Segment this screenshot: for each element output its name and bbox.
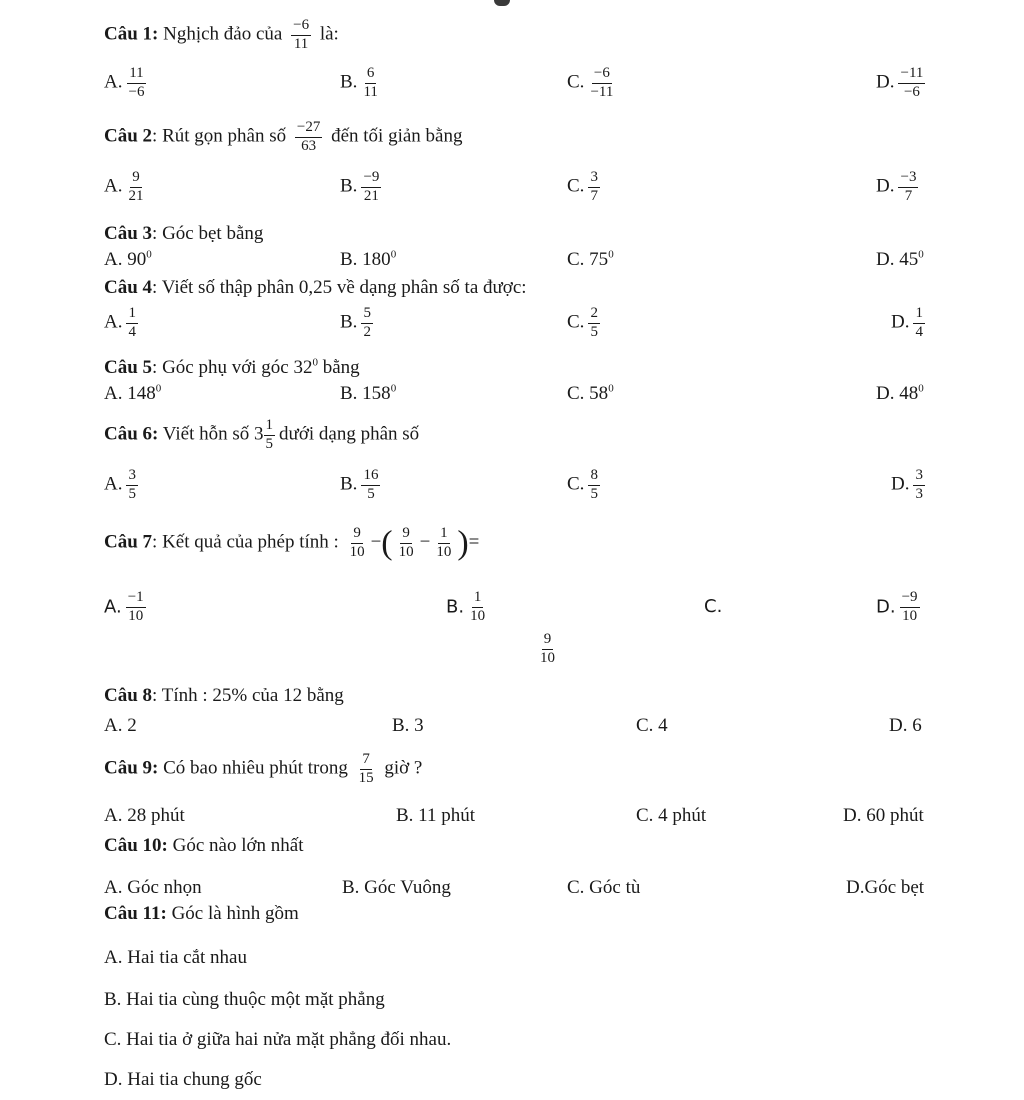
option-c[interactable]: C. $75^0$ [567,248,614,270]
fraction: $\frac{-6}{11}$ [293,17,310,52]
question-text: giờ ? [384,757,423,779]
option-b[interactable]: B. $\frac{16}{5}$ [340,467,379,502]
option-b[interactable]: B. $158^0$ [340,382,397,404]
option-d[interactable]: D. Hai tia chung gốc [104,1069,262,1090]
option-c[interactable]: C. $58^0$ [567,382,614,404]
question-label: Câu 4 [104,277,153,298]
option-c[interactable]: C. 4 phút [636,805,707,826]
fraction: $\frac{-11}{-6}$ [900,65,924,100]
fraction: $\frac{-1}{10}$ [127,589,144,624]
option-b[interactable]: B. $\frac{5}{2}$ [340,305,371,340]
question-2 [104,120,462,155]
fraction: $\frac{8}{5}$ [590,467,598,502]
option-b[interactable]: B. 3 [392,715,424,736]
fraction: $\frac{-9}{10}$ [901,589,918,624]
option-a[interactable]: A. $\frac{9}{21}$ [104,169,144,204]
option-d[interactable]: D. $\frac{-11}{-6}$ [876,65,924,100]
option-d[interactable]: D. 6 [889,715,922,736]
fraction: $\frac{-9}{21}$ [363,169,380,204]
option-b[interactable]: B. $180^0$ [340,248,397,270]
fraction: $\frac{9}{21}$ [128,169,144,204]
fraction: $\frac{3}{3}$ [915,467,923,502]
question-label: Câu 11: [104,903,167,924]
fraction: $\frac{16}{5}$ [363,467,379,502]
question-5: Câu 5: Góc phụ với góc $32^0$ bằng [104,356,360,378]
option-d[interactable]: D. 60 phút [843,805,924,826]
fraction: $\frac{-3}{7}$ [900,169,917,204]
option-c[interactable]: C. Hai tia ở giữa hai nửa mặt phẳng đối nhau. [104,1029,452,1050]
question-text: : Kết quả của phép tính : [152,531,339,553]
question-10 [104,836,304,855]
option-c[interactable]: C. $\frac{-6}{-11}$ [567,65,614,100]
option-d[interactable]: D. $45^0$ [876,248,924,270]
question-text: Có bao nhiêu phút trong [163,757,348,779]
question-text: : Tính : 25% của 12 bằng [152,685,344,706]
option-b[interactable]: B. $\frac{6}{11}$ [340,65,378,100]
fraction: $\frac{9}{10}$ [540,631,555,666]
question-6: Câu 6: Viết hỗn số 3 $\frac{1}{5}$ dưới dạng phân số [104,417,420,452]
fraction: $\frac{1}{10}$ [470,589,486,624]
question-11 [104,904,299,923]
option-a[interactable]: A. $148^0$ [104,382,162,404]
question-label: Câu 10: [104,835,168,856]
question-label: Câu 8 [104,685,153,706]
question-9 [104,752,422,787]
question-text: Nghịch đảo của [163,23,283,45]
option-b[interactable]: B. Góc Vuông [342,877,451,898]
fraction: $\frac{1}{4}$ [915,305,923,340]
option-d[interactable]: D. $48^0$ [876,382,924,404]
fraction: $\frac{9}{10}$ [349,525,365,560]
fraction: $\frac{11}{-6}$ [128,65,145,100]
option-a[interactable]: A. $\frac{3}{5}$ [104,467,136,502]
question-label: Câu 1: [104,23,159,45]
option-c-fraction [534,632,561,667]
question-text: Góc là hình gồm [171,903,299,924]
option-c[interactable]: C. $\frac{2}{5}$ [567,305,598,340]
top-edge-mark [494,0,510,6]
option-c[interactable]: C. 4 [636,715,668,736]
option-b[interactable]: B. $\frac{1}{10}$ [446,589,486,624]
fraction: $\frac{-27}{63}$ [296,119,321,154]
question-7: Câu 7: Kết quả của phép tính : $\frac{9}{10}$ −( $\frac{9}{10}$ − $\frac{1}{10}$ )= [104,524,480,562]
question-label: Câu 7 [104,531,153,553]
option-b[interactable]: B. 11 phút [396,805,475,826]
question-text: đến tối giản bằng [331,125,463,147]
fraction: $\frac{1}{4}$ [128,305,136,340]
option-a[interactable]: A. Hai tia cắt nhau [104,947,247,968]
question-text: Góc nào lớn nhất [172,835,304,856]
question-label: Câu 9: [104,757,159,779]
question-text: : Góc phụ với góc 32 [152,357,313,378]
fraction: $\frac{5}{2}$ [363,305,371,340]
question-4 [104,278,527,297]
question-label: Câu 3 [104,223,153,244]
option-d[interactable]: D. $\frac{1}{4}$ [891,305,923,340]
option-a[interactable]: A. 2 [104,715,137,736]
fraction: $\frac{3}{5}$ [128,467,136,502]
question-text: : Góc bẹt bằng [152,223,264,244]
fraction: $\frac{6}{11}$ [363,65,378,100]
option-c[interactable]: C. Góc tù [567,877,641,898]
fraction: $\frac{3}{7}$ [590,169,598,204]
option-a[interactable]: A. $\frac{-1}{10}$ [104,589,144,624]
fraction: $\frac{2}{5}$ [590,305,598,340]
question-1 [104,18,339,53]
question-label: Câu 2 [104,125,153,147]
question-3 [104,224,263,243]
option-d[interactable]: D. $\frac{-9}{10}$ [876,589,918,624]
question-text: : Rút gọn phân số [152,125,287,147]
option-a[interactable]: A. 28 phút [104,805,185,826]
question-label: Câu 6: [104,423,159,445]
fraction: $\frac{7}{15}$ [358,751,374,786]
option-b[interactable]: B. $\frac{-9}{21}$ [340,169,380,204]
option-a[interactable]: A. $\frac{1}{4}$ [104,305,136,340]
option-c[interactable]: C. [704,596,723,617]
option-c[interactable]: C. $\frac{8}{5}$ [567,467,598,502]
question-text: Viết hỗn số 3 [162,423,264,445]
question-label: Câu 5 [104,357,153,378]
option-d[interactable]: D. $\frac{3}{3}$ [891,467,923,502]
option-d[interactable]: D. $\frac{-3}{7}$ [876,169,917,204]
question-8 [104,686,344,705]
option-a[interactable]: A. $90^0$ [104,248,152,270]
fraction: $\frac{1}{5}$ [265,417,274,452]
option-a[interactable]: A. $\frac{11}{-6}$ [104,65,145,100]
option-c[interactable]: C. $\frac{3}{7}$ [567,169,598,204]
fraction: $\frac{-6}{-11}$ [590,65,614,100]
fraction: $\frac{1}{10}$ [436,525,452,560]
question-text: : Viết số thập phân 0,25 về dạng phân số ta được: [152,277,527,298]
option-a[interactable]: A. Góc nhọn [104,877,202,898]
option-d[interactable]: D.Góc bẹt [846,877,925,898]
fraction: $\frac{9}{10}$ [398,525,414,560]
question-text: là: [319,23,339,45]
option-b[interactable]: B. Hai tia cùng thuộc một mặt phẳng [104,989,385,1010]
